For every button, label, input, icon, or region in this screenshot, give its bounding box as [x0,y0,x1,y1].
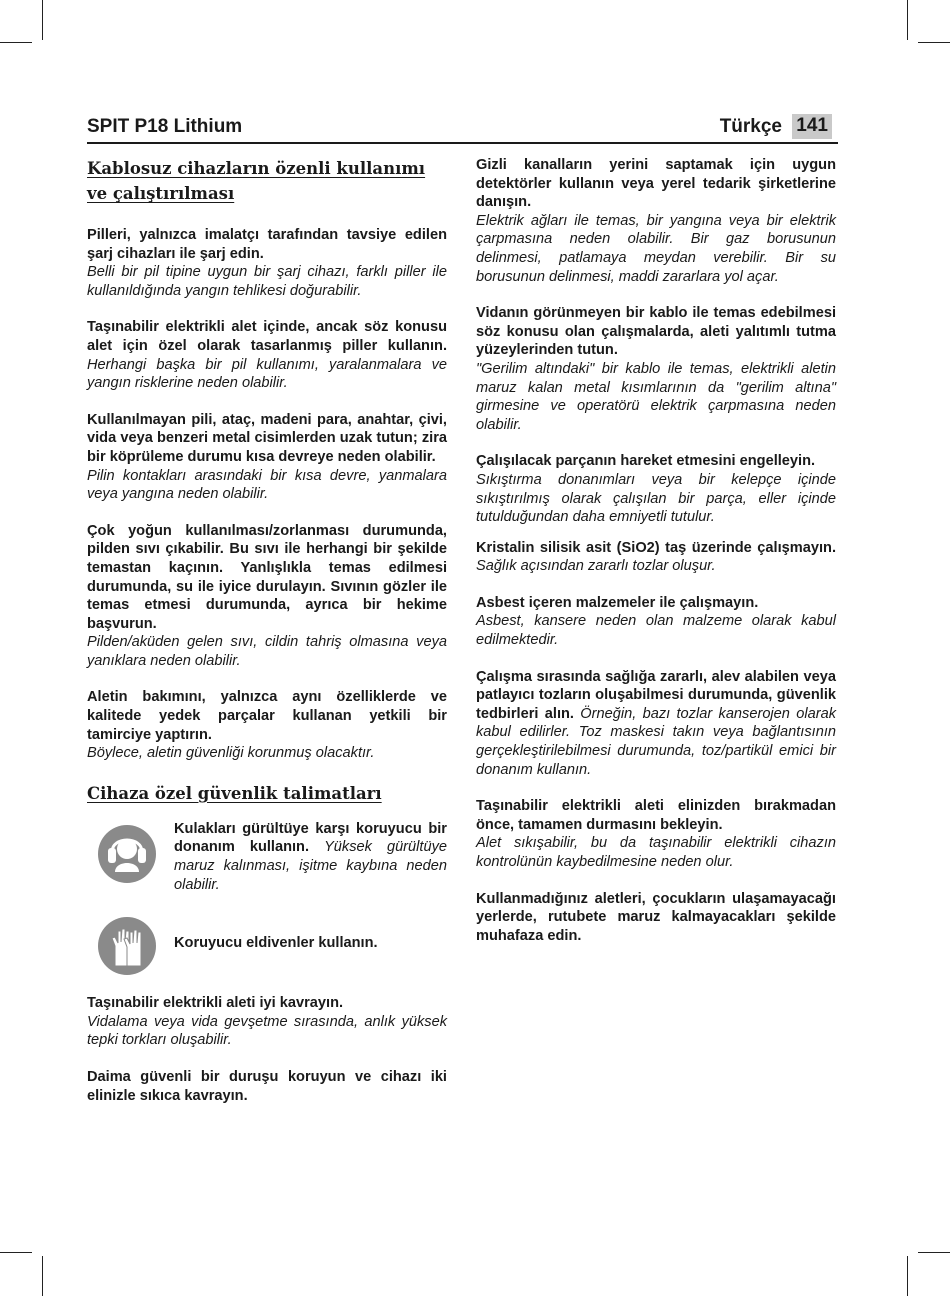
crop-mark-top-left-h [0,42,32,43]
ear-protection-text: Kulakları gürültüye karşı koruyucu bir donanım kullanın. Yüksek gürültüye maruz kalınması, işitme kaybına neden olabilir. [174,820,447,893]
paragraph-metal-objects: Kullanılmayan pili, ataç, madeni para, anahtar, çivi, vida veya benzeri metal cisimlerden uzak tutun; zira bir köprüleme durumu kısa devreye neden olabilir. Pilin kontakları arasındaki bir kısa devre, yanmalara veya yangına neden olabilir. [87,411,447,503]
ear-protection-icon [97,824,157,884]
gloves-icon [97,916,157,976]
left-column [87,156,447,1105]
paragraph-grip-tool: Taşınabilir elektrikli aleti iyi kavrayın. Vidalama veya vida gevşetme sırasında, anlık yüksek tepki torkları oluşabilir. [87,995,447,1049]
paragraph-detectors: Gizli kanalların yerini saptamak için uygun detektörler kullanın veya yerel tedarik şirketlerine danışın. Elektrik ağları ile temas, bir yangına veya bir elektrik çarpmasına neden olabilir. Bir gaz borusunun delinmesi, patlamaya meydan verebilir. Bir su borusunun delinmesi, maddi zararlara yol açar. [476,157,836,285]
page-header [87,114,838,144]
ear-protection-row [87,820,447,894]
crop-mark-bottom-left [42,1256,43,1296]
paragraph-silica: Kristalin silisik asit (SiO2) taş üzerinde çalışmayın. Sağlık açısından zararlı tozlar oluşur. [476,539,836,575]
paragraph-asbestos: Asbest içeren malzemeler ile çalışmayın. Asbest, kansere neden olan malzeme olarak kabul edilmektedir. [476,594,836,649]
page-number: 141 [792,114,832,139]
paragraph-battery-liquid: Çok yoğun kullanılması/zorlanması durumunda, pilden sıvı çıkabilir. Bu sıvı ile herhangi bir şekilde temastan kaçının. Yanlışlıkla temas edilmesi durumunda, su ile iyice durulayın. Sıvının gözler ile temas etmesi durumunda, ayrıca bir hekime başvurun. Pilden/aküden gelen sıvı, cildin tahriş olmasına veya yanıklara neden olabilir. [87,522,447,669]
paragraph-secure-workpiece: Çalışılacak parçanın hareket etmesini engelleyin. Sıkıştırma donanımları veya bir kelepçe içinde sıkıştırılmış olarak çalışılan bir parça, eller içinde tutulduğundan daha emniyetli tutulur. [476,453,836,526]
right-column [476,156,836,945]
paragraph-charger: Pilleri, yalnızca imalatçı tarafından tavsiye edilen şarj cihazları ile şarj edin. Belli bir pil tipine uygun bir şarj cihazı, farklı piller ile kullanıldığında yangın tehlikesi doğurabilir. [87,227,447,299]
paragraph-storage: Kullanmadığınız aletleri, çocukların ulaşamayacağı yerlerde, rutubete maruz kalmayacakları şekilde muhafaza edin. [476,890,836,944]
gloves-row [87,916,447,986]
paragraph-stance: Daima güvenli bir duruşu koruyun ve cihazı iki elinizle sıkıca kavrayın. [87,1069,447,1104]
paragraph-maintenance: Aletin bakımını, yalnızca aynı özelliklerde ve kalitede yedek parçalar kullanan yetkili bir tamirciye yaptırın. Böylece, aletin güvenliği korunmuş olacaktır. [87,689,447,762]
language-label: Türkçe [719,116,782,137]
paragraph-hidden-cable: Vidanın görünmeyen bir kablo ile temas edebilmesi söz konusu olan çalışmalarda, aleti yalıtımlı tutma yüzeylerinden tutun. "Gerilim altındaki" bir kablo ile temas, elektrikli aletin maruz kalan metal kısımlarının da "gerilim altına" girmesine ve operatörü elektrik çarpmasına neden olabilir. [476,305,836,433]
paragraph-dust: Çalışma sırasında sağlığa zararlı, alev alabilen veya patlayıcı tozların oluşabilmesi durumunda, güvenlik tedbirleri alın. Örneğin, bazı tozlar kanserojen olarak kabul edilirler. Toz maskesi takın veya bağlantısının gerçekleştirilebilmesi durumunda, toz/partikül emici bir donanım kullanın. [476,668,836,778]
product-model: SPIT P18 Lithium [87,116,243,137]
crop-mark-bottom-left-h [0,1252,32,1253]
crop-mark-bottom-right-h [918,1252,950,1253]
section-title-cordless: Kablosuz cihazların özenli kullanımı ve çalıştırılması [87,159,426,203]
paragraph-battery-type: Taşınabilir elektrikli alet içinde, ancak söz konusu alet için özel olarak tasarlanmış piller kullanın. Herhangi başka bir pil kullanımı, yaralanmalara ve yangın risklerine neden olabilir. [87,319,447,392]
paragraph-wait-stop: Taşınabilir elektrikli aleti elinizden bırakmadan önce, tamamen durmasını bekleyin. Alet sıkışabilir, bu da taşınabilir elektrikli cihazın kontrolünün kaybedilmesine neden olur. [476,798,836,870]
crop-mark-top-right [907,0,908,40]
crop-mark-bottom-right [907,1256,908,1296]
crop-mark-top-right-h [918,42,950,43]
gloves-text: Koruyucu eldivenler kullanın. [174,935,378,952]
section-title-device-safety: Cihaza özel güvenlik talimatları [87,783,382,803]
crop-mark-top-left [42,0,43,40]
